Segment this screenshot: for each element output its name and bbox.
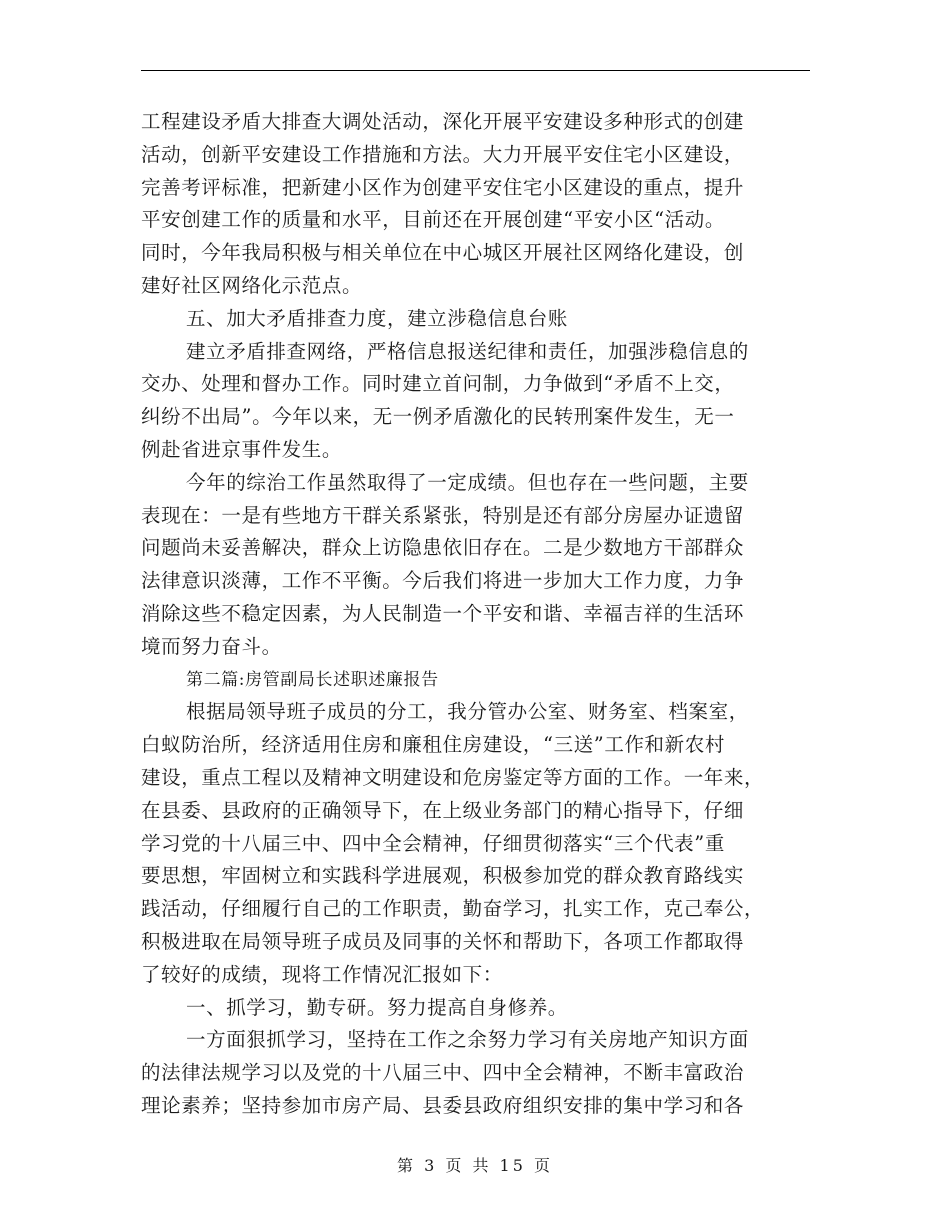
text-line: 的法律法规学习以及党的十八届三中、四中全会精神，不断丰富政治	[141, 1061, 745, 1085]
text-line: 消除这些不稳定因素，为人民制造一个平安和谐、幸福吉祥的生活环	[141, 601, 745, 625]
text-line: 白蚁防治所，经济适用住房和廉租住房建设，“三送”工作和新农村	[141, 733, 725, 757]
text-line: 平安创建工作的质量和水平，目前还在开展创建“平安小区“活动。	[141, 208, 725, 232]
text-line: 今年的综治工作虽然取得了一定成绩。但也存在一些问题，主要	[186, 470, 749, 494]
text-line: 五、加大矛盾排查力度，建立涉稳信息台账	[186, 306, 568, 330]
text-line: 境而努力奋斗。	[141, 634, 282, 658]
text-line: 同时，今年我局积极与相关单位在中心城区开展社区网络化建设，创	[141, 241, 745, 265]
text-line: 第二篇:房管副局长述职述廉报告	[186, 669, 439, 690]
text-line: 建立矛盾排查网络，严格信息报送纪律和责任，加强涉稳信息的	[186, 339, 749, 363]
text-line: 法律意识淡薄，工作不平衡。今后我们将进一步加大工作力度，力争	[141, 569, 745, 593]
text-line: 例赴省进京事件发生。	[141, 437, 343, 461]
text-line: 纠纷不出局”。今年以来，无一例矛盾激化的民转刑案件发生，无一	[141, 405, 735, 429]
text-line: 工程建设矛盾大排查大调处活动，深化开展平安建设多种形式的创建	[141, 110, 745, 133]
text-line: 一、抓学习，勤专研。努力提高自身修养。	[186, 995, 568, 1019]
text-line: 践活动，仔细履行自己的工作职责，勤奋学习，扎实工作，克己奉公，	[141, 897, 765, 921]
header-rule	[141, 70, 810, 71]
text-line: 建好社区网络化示范点。	[141, 273, 363, 297]
text-line: 表现在：一是有些地方干群关系紧张，特别是还有部分房屋办证遗留	[141, 503, 745, 527]
text-line: 要思想，牢固树立和实践科学进展观，积极参加党的群众教育路线实	[141, 864, 745, 888]
text-line: 问题尚未妥善解决，群众上访隐患依旧存在。二是少数地方干部群众	[141, 536, 745, 560]
document-body	[141, 106, 810, 1123]
page-footer: 第 3 页 共 15 页	[397, 1156, 553, 1175]
text-line: 了较好的成绩，现将工作情况汇报如下：	[141, 962, 503, 986]
text-line: 活动，创新平安建设工作措施和方法。大力开展平安住宅小区建设，	[141, 142, 745, 166]
text-line: 理论素养；坚持参加市房产局、县委县政府组织安排的集中学习和各	[141, 1093, 745, 1117]
text-line: 建设，重点工程以及精神文明建设和危房鉴定等方面的工作。一年来，	[141, 765, 765, 789]
text-line: 学习党的十八届三中、四中全会精神，仔细贯彻落实“三个代表”重	[141, 831, 725, 855]
text-line: 一方面狠抓学习，坚持在工作之余努力学习有关房地产知识方面	[186, 1028, 749, 1052]
text-line: 在县委、县政府的正确领导下，在上级业务部门的精心指导下，仔细	[141, 798, 745, 822]
text-line: 交办、处理和督办工作。同时建立首问制，力争做到“矛盾不上交，	[141, 372, 735, 396]
text-line: 积极进取在局领导班子成员及同事的关怀和帮助下，各项工作都取得	[141, 929, 745, 953]
text-line: 根据局领导班子成员的分工，我分管办公室、财务室、档案室，	[186, 700, 749, 724]
text-line: 完善考评标准，把新建小区作为创建平安住宅小区建设的重点，提升	[141, 175, 745, 199]
